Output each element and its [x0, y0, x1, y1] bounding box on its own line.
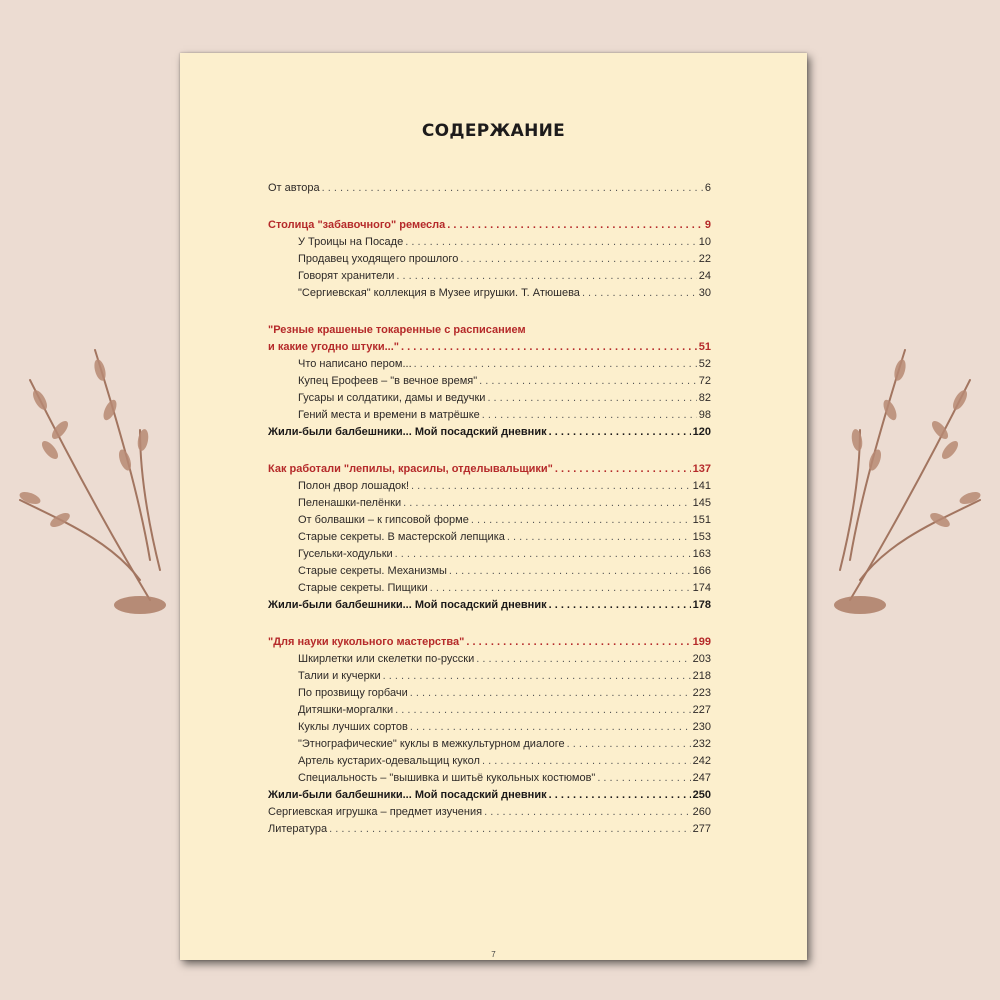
leader-dots	[410, 685, 691, 702]
toc-entry: Гений места и времени в матрёшке . . . 98	[268, 407, 711, 424]
toc-section-heading: Столица "забавочного" ремесла . . . 9	[268, 217, 711, 234]
leader-dots	[549, 424, 691, 441]
toc-section-heading: "Резные крашеные токаренные с расписанием	[268, 324, 526, 336]
leader-dots	[555, 461, 691, 478]
leader-dots	[482, 753, 691, 770]
leader-dots	[411, 478, 691, 495]
toc-entry: Пеленашки-пелёнки . . . 145	[268, 495, 711, 512]
toc-entry-page: 6	[704, 182, 711, 194]
toc-entry: Говорят хранители . . . 24	[268, 268, 711, 285]
toc-entry: Гусары и солдатики, дамы и ведучки . . . 82	[268, 390, 711, 407]
toc-entry: Сергиевская игрушка – предмет изучения . . . 260	[268, 804, 711, 821]
toc-entry-intro	[268, 180, 711, 197]
leader-dots	[447, 217, 703, 234]
toc-entry: Полон двор лошадок! . . . 141	[268, 478, 711, 495]
leader-dots	[567, 736, 691, 753]
leader-dots	[449, 563, 691, 580]
toc-diary-entry: Жили-были балбешники... Мой посадский дневник . . . 178	[268, 597, 711, 614]
toc-entry: "Этнографические" куклы в межкультурном диалоге . . . 232	[268, 736, 711, 753]
leader-dots	[460, 251, 696, 268]
willow-branch-icon	[800, 330, 1000, 630]
leader-dots	[479, 373, 697, 390]
leader-dots	[482, 407, 697, 424]
leader-dots	[549, 597, 691, 614]
toc-entry: Старые секреты. Механизмы . . . 166	[268, 563, 711, 580]
leader-dots	[383, 668, 691, 685]
page-title: СОДЕРЖАНИЕ	[421, 121, 566, 141]
toc-diary-entry: Жили-были балбешники... Мой посадский дневник . . . 120	[268, 424, 711, 441]
toc-entry: Продавец уходящего прошлого . . . 22	[268, 251, 711, 268]
leader-dots	[484, 804, 691, 821]
willow-branch-icon	[0, 330, 200, 630]
leader-dots	[329, 821, 690, 838]
toc-entry: Старые секреты. В мастерской лепщика . . . 153	[268, 529, 711, 546]
toc-entry: У Троицы на Посаде . . . 10	[268, 234, 711, 251]
toc-entry: Куклы лучших сортов . . . 230	[268, 719, 711, 736]
toc-entry: От болвашки – к гипсовой форме . . . 151	[268, 512, 711, 529]
leader-dots	[405, 234, 697, 251]
leader-dots	[597, 770, 690, 787]
leader-dots	[322, 180, 703, 197]
leader-dots	[582, 285, 697, 302]
page-number: 7	[491, 950, 496, 959]
leader-dots	[487, 390, 696, 407]
book-page	[180, 53, 807, 960]
leader-dots	[395, 546, 691, 563]
leader-dots	[396, 268, 696, 285]
toc-diary-entry: Жили-были балбешники... Мой посадский дневник . . . 250	[268, 787, 711, 804]
toc-entry: Гусельки-ходульки . . . 163	[268, 546, 711, 563]
toc-entry: Купец Ерофеев – "в вечное время" . . . 72	[268, 373, 711, 390]
leader-dots	[414, 356, 697, 373]
leader-dots	[410, 719, 691, 736]
leader-dots	[466, 634, 690, 651]
leader-dots	[549, 787, 691, 804]
leader-dots	[471, 512, 691, 529]
toc-entry: По прозвищу горбачи . . . 223	[268, 685, 711, 702]
toc-section-heading: "Для науки кукольного мастерства" . . . 199	[268, 634, 711, 651]
toc-section-heading: Как работали "лепилы, красилы, отделывальщики" . . . 137	[268, 461, 711, 478]
toc-entry: Литература . . . 277	[268, 821, 711, 838]
leader-dots	[403, 495, 691, 512]
toc-entry: Что написано пером... . . . 52	[268, 356, 711, 373]
toc-entry: Дитяшки-моргалки . . . 227	[268, 702, 711, 719]
leader-dots	[395, 702, 691, 719]
table-of-contents	[268, 180, 711, 838]
leader-dots	[476, 651, 690, 668]
leader-dots	[401, 339, 697, 356]
toc-entry-label: От автора	[268, 182, 320, 194]
leader-dots	[430, 580, 691, 597]
leader-dots	[507, 529, 691, 546]
toc-entry: Талии и кучерки . . . 218	[268, 668, 711, 685]
toc-entry: "Сергиевская" коллекция в Музее игрушки. Т. Атюшева . . . 30	[268, 285, 711, 302]
toc-section-heading: и какие угодно штуки..." . . . 51	[268, 339, 711, 356]
toc-entry: Шкирлетки или скелетки по-русски . . . 203	[268, 651, 711, 668]
toc-entry: Артель кустарих-одевальщиц кукол . . . 242	[268, 753, 711, 770]
toc-entry: Специальность – "вышивка и шитьё кукольных костюмов" . . . 247	[268, 770, 711, 787]
toc-entry: Старые секреты. Пищики . . . 174	[268, 580, 711, 597]
